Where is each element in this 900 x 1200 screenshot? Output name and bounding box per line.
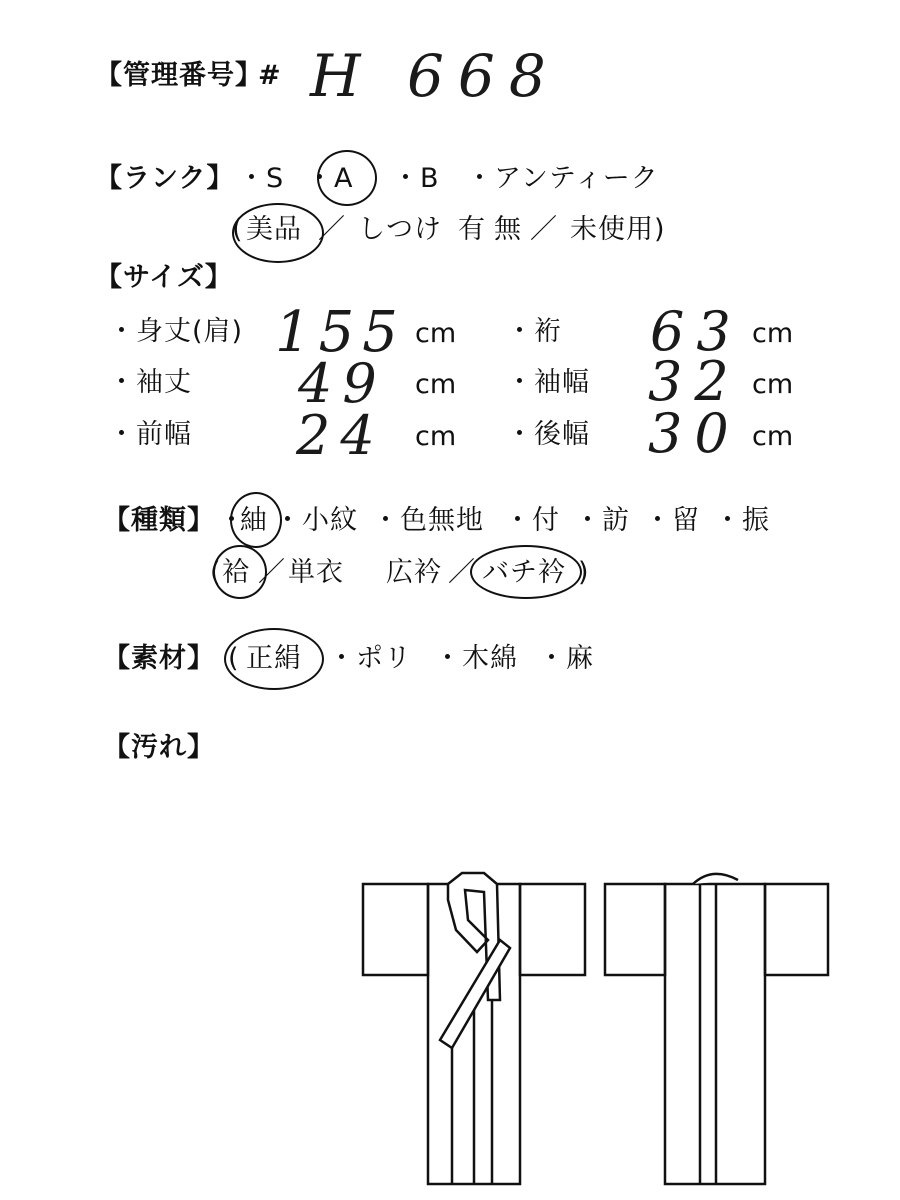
lining-awase: 袷: [222, 557, 250, 588]
lining-paren-open: (: [210, 557, 222, 588]
size-sleeve-width-value: 32: [648, 350, 741, 413]
size-yuki-value: 63: [650, 300, 743, 363]
kimono-back-diagram: [605, 874, 828, 1184]
size-shoulder-length-label: ・身丈(肩): [108, 316, 244, 347]
kimono-front-diagram: [363, 873, 585, 1184]
rank-option-a-dot: ・: [306, 163, 334, 194]
condition-slash-2: ／: [530, 214, 558, 245]
collar-bachieri: バチ衿: [482, 557, 566, 588]
lining-slash: ／: [258, 557, 286, 588]
condition-shitsuke-no: 無: [494, 214, 522, 245]
size-front-width-value: 24: [296, 404, 385, 467]
size-unit-cm: cm: [415, 369, 457, 400]
condition-good: 美品: [246, 214, 302, 245]
type-iromuji: ・色無地: [372, 505, 484, 536]
material-paren-open: (: [228, 643, 240, 674]
front-left-sleeve: [363, 884, 428, 975]
material-label: 【素材】: [103, 643, 215, 674]
type-furisode: ・振: [714, 505, 770, 536]
type-tomesode: ・留: [644, 505, 700, 536]
control-number-label: 【管理番号】: [95, 60, 263, 91]
size-back-width-label: ・後幅: [506, 419, 590, 450]
size-back-width-value: 30: [648, 402, 741, 465]
control-number-handwritten: H 668: [310, 42, 560, 110]
condition-slash-1: ／: [318, 214, 346, 245]
type-dot: ・: [218, 505, 246, 536]
hash-symbol: #: [258, 60, 282, 91]
back-collar: [693, 874, 738, 884]
rank-option-b: ・B: [392, 163, 440, 194]
size-yuki-label: ・裄: [506, 316, 562, 347]
condition-unused: 未使用): [570, 214, 666, 245]
size-shoulder-length-value: 155: [275, 300, 406, 365]
back-right-sleeve: [765, 884, 828, 975]
size-unit-cm: cm: [752, 369, 794, 400]
size-unit-cm: cm: [415, 318, 457, 349]
size-sleeve-width-label: ・袖幅: [506, 367, 590, 398]
stain-label: 【汚れ】: [103, 732, 215, 763]
condition-shitsuke: しつけ: [358, 214, 442, 245]
material-poly: ・ポリ: [328, 643, 412, 674]
type-tsuke: ・付: [504, 505, 560, 536]
rank-label: 【ランク】: [95, 163, 235, 194]
type-tsumugi: 紬: [240, 505, 268, 536]
size-unit-cm: cm: [415, 421, 457, 452]
size-sleeve-length-label: ・袖丈: [108, 367, 192, 398]
rank-option-s: ・S: [238, 163, 285, 194]
back-left-sleeve: [605, 884, 665, 975]
type-label: 【種類】: [103, 505, 215, 536]
size-label: 【サイズ】: [95, 262, 233, 293]
type-paren-close: ): [578, 557, 590, 588]
collar-hiroeri: 広衿: [386, 557, 442, 588]
size-front-width-label: ・前幅: [108, 419, 192, 450]
size-unit-cm: cm: [752, 318, 794, 349]
collar-slash: ／: [448, 557, 476, 588]
rank-option-a: A: [334, 163, 354, 194]
front-right-sleeve: [520, 884, 585, 975]
rank-option-antique: ・アンティーク: [466, 163, 659, 194]
size-sleeve-length-value: 49: [298, 352, 387, 415]
lining-hitoe: 単衣: [288, 557, 344, 588]
material-silk: 正絹: [246, 643, 302, 674]
material-cotton: ・木綿: [434, 643, 518, 674]
size-unit-cm: cm: [752, 421, 794, 452]
condition-paren-open: (: [232, 214, 244, 245]
type-houmon: ・訪: [574, 505, 630, 536]
material-hemp: ・麻: [538, 643, 594, 674]
condition-shitsuke-yes: 有: [458, 214, 486, 245]
type-komon: ・小紋: [274, 505, 358, 536]
